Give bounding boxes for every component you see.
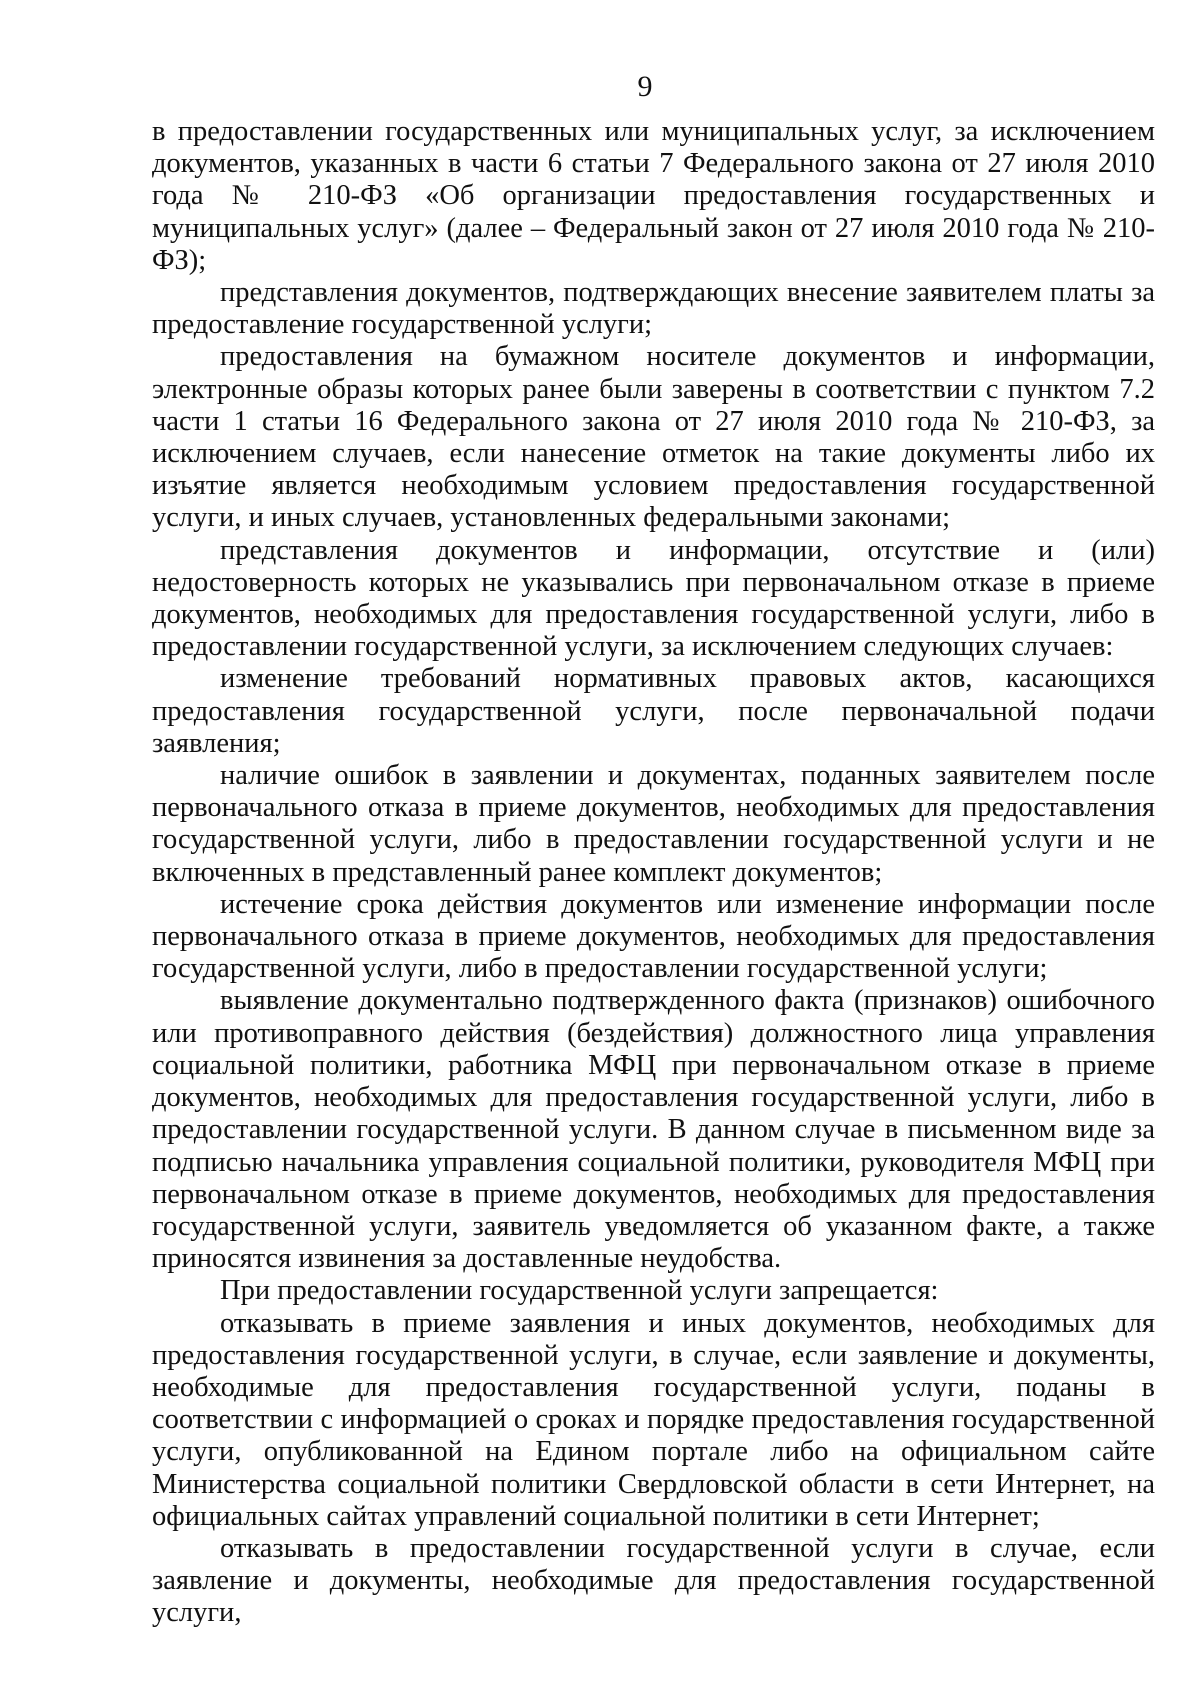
paragraph-2: представления документов, подтверждающих внесение заявителем платы за предоставление государственной услуги; [152,277,1155,341]
paragraph-9: При предоставлении государственной услуги запрещается: [220,1275,939,1307]
paragraph-8: выявление документально подтвержденного факта (признаков) ошибочного или противоправного действия (бездействия) должностного лица управления социальной политики, работника МФЦ при первоначальном отказе в приеме документов, необходимых для предоставления государственной услуги, либо в предоставлении государственной услуги. В данном случае в письменном виде за подписью начальника управления социальной политики, руководителя МФЦ при первоначальном отказе в приеме документов, необходимых для предоставления государственной услуги, заявитель уведомляется об указанном факте, а также приносятся извинения за доставленные неудобства. [152,985,1155,1275]
paragraph-7: истечение срока действия документов или изменение информации после первоначального отказа в приеме документов, необходимых для предоставления государственной услуги, либо в предоставлении государственной услуги; [152,888,1155,985]
paragraph-6: наличие ошибок в заявлении и документах, поданных заявителем после первоначального отказа в приеме документов, необходимых для предоставления государственной услуги, либо в предоставлении государственной услуги и не включенных в представленный ранее комплект документов; [152,760,1155,888]
paragraph-1: в предоставлении государственных или муниципальных услуг, за исключением документов, указанных в части 6 статьи 7 Федерального закона от 27 июля 2010 года № 210-ФЗ «Об организации предоставления государственных и муниципальных услуг» (далее – Федеральный закон от 27 июля 2010 года № 210-ФЗ); [152,116,1155,276]
document-body [152,116,1155,1630]
page-number: 9 [637,70,653,103]
paragraph-5: изменение требований нормативных правовых актов, касающихся предоставления государственной услуги, после первоначальной подачи заявления; [152,663,1155,759]
paragraph-3: предоставления на бумажном носителе документов и информации, электронные образы которых ранее были заверены в соответствии с пунктом 7.2 части 1 статьи 16 Федерального закона от 27 июля 2010 года № 210-ФЗ, за исключением случаев, если нанесение отметок на такие документы либо их изъятие является необходимым условием предоставления государственной услуги, и иных случаев, установленных федеральными законами; [152,341,1155,534]
paragraph-10: отказывать в приеме заявления и иных документов, необходимых для предоставления государственной услуги, в случае, если заявление и документы, необходимые для предоставления государственной услуги, поданы в соответствии с информацией о сроках и порядке предоставления государственной услуги, опубликованной на Едином портале либо на официальном сайте Министерства социальной политики Свердловской области в сети Интернет, на официальных сайтах управлений социальной политики в сети Интернет; [152,1307,1155,1532]
paragraph-11: отказывать в предоставлении государственной услуги в случае, если заявление и документы, необходимые для предоставления государственной услуги, [152,1532,1155,1629]
paragraph-4: представления документов и информации, отсутствие и (или) недостоверность которых не указывались при первоначальном отказе в приеме документов, необходимых для предоставления государственной услуги, либо в предоставлении государственной услуги, за исключением следующих случаев: [152,534,1155,663]
